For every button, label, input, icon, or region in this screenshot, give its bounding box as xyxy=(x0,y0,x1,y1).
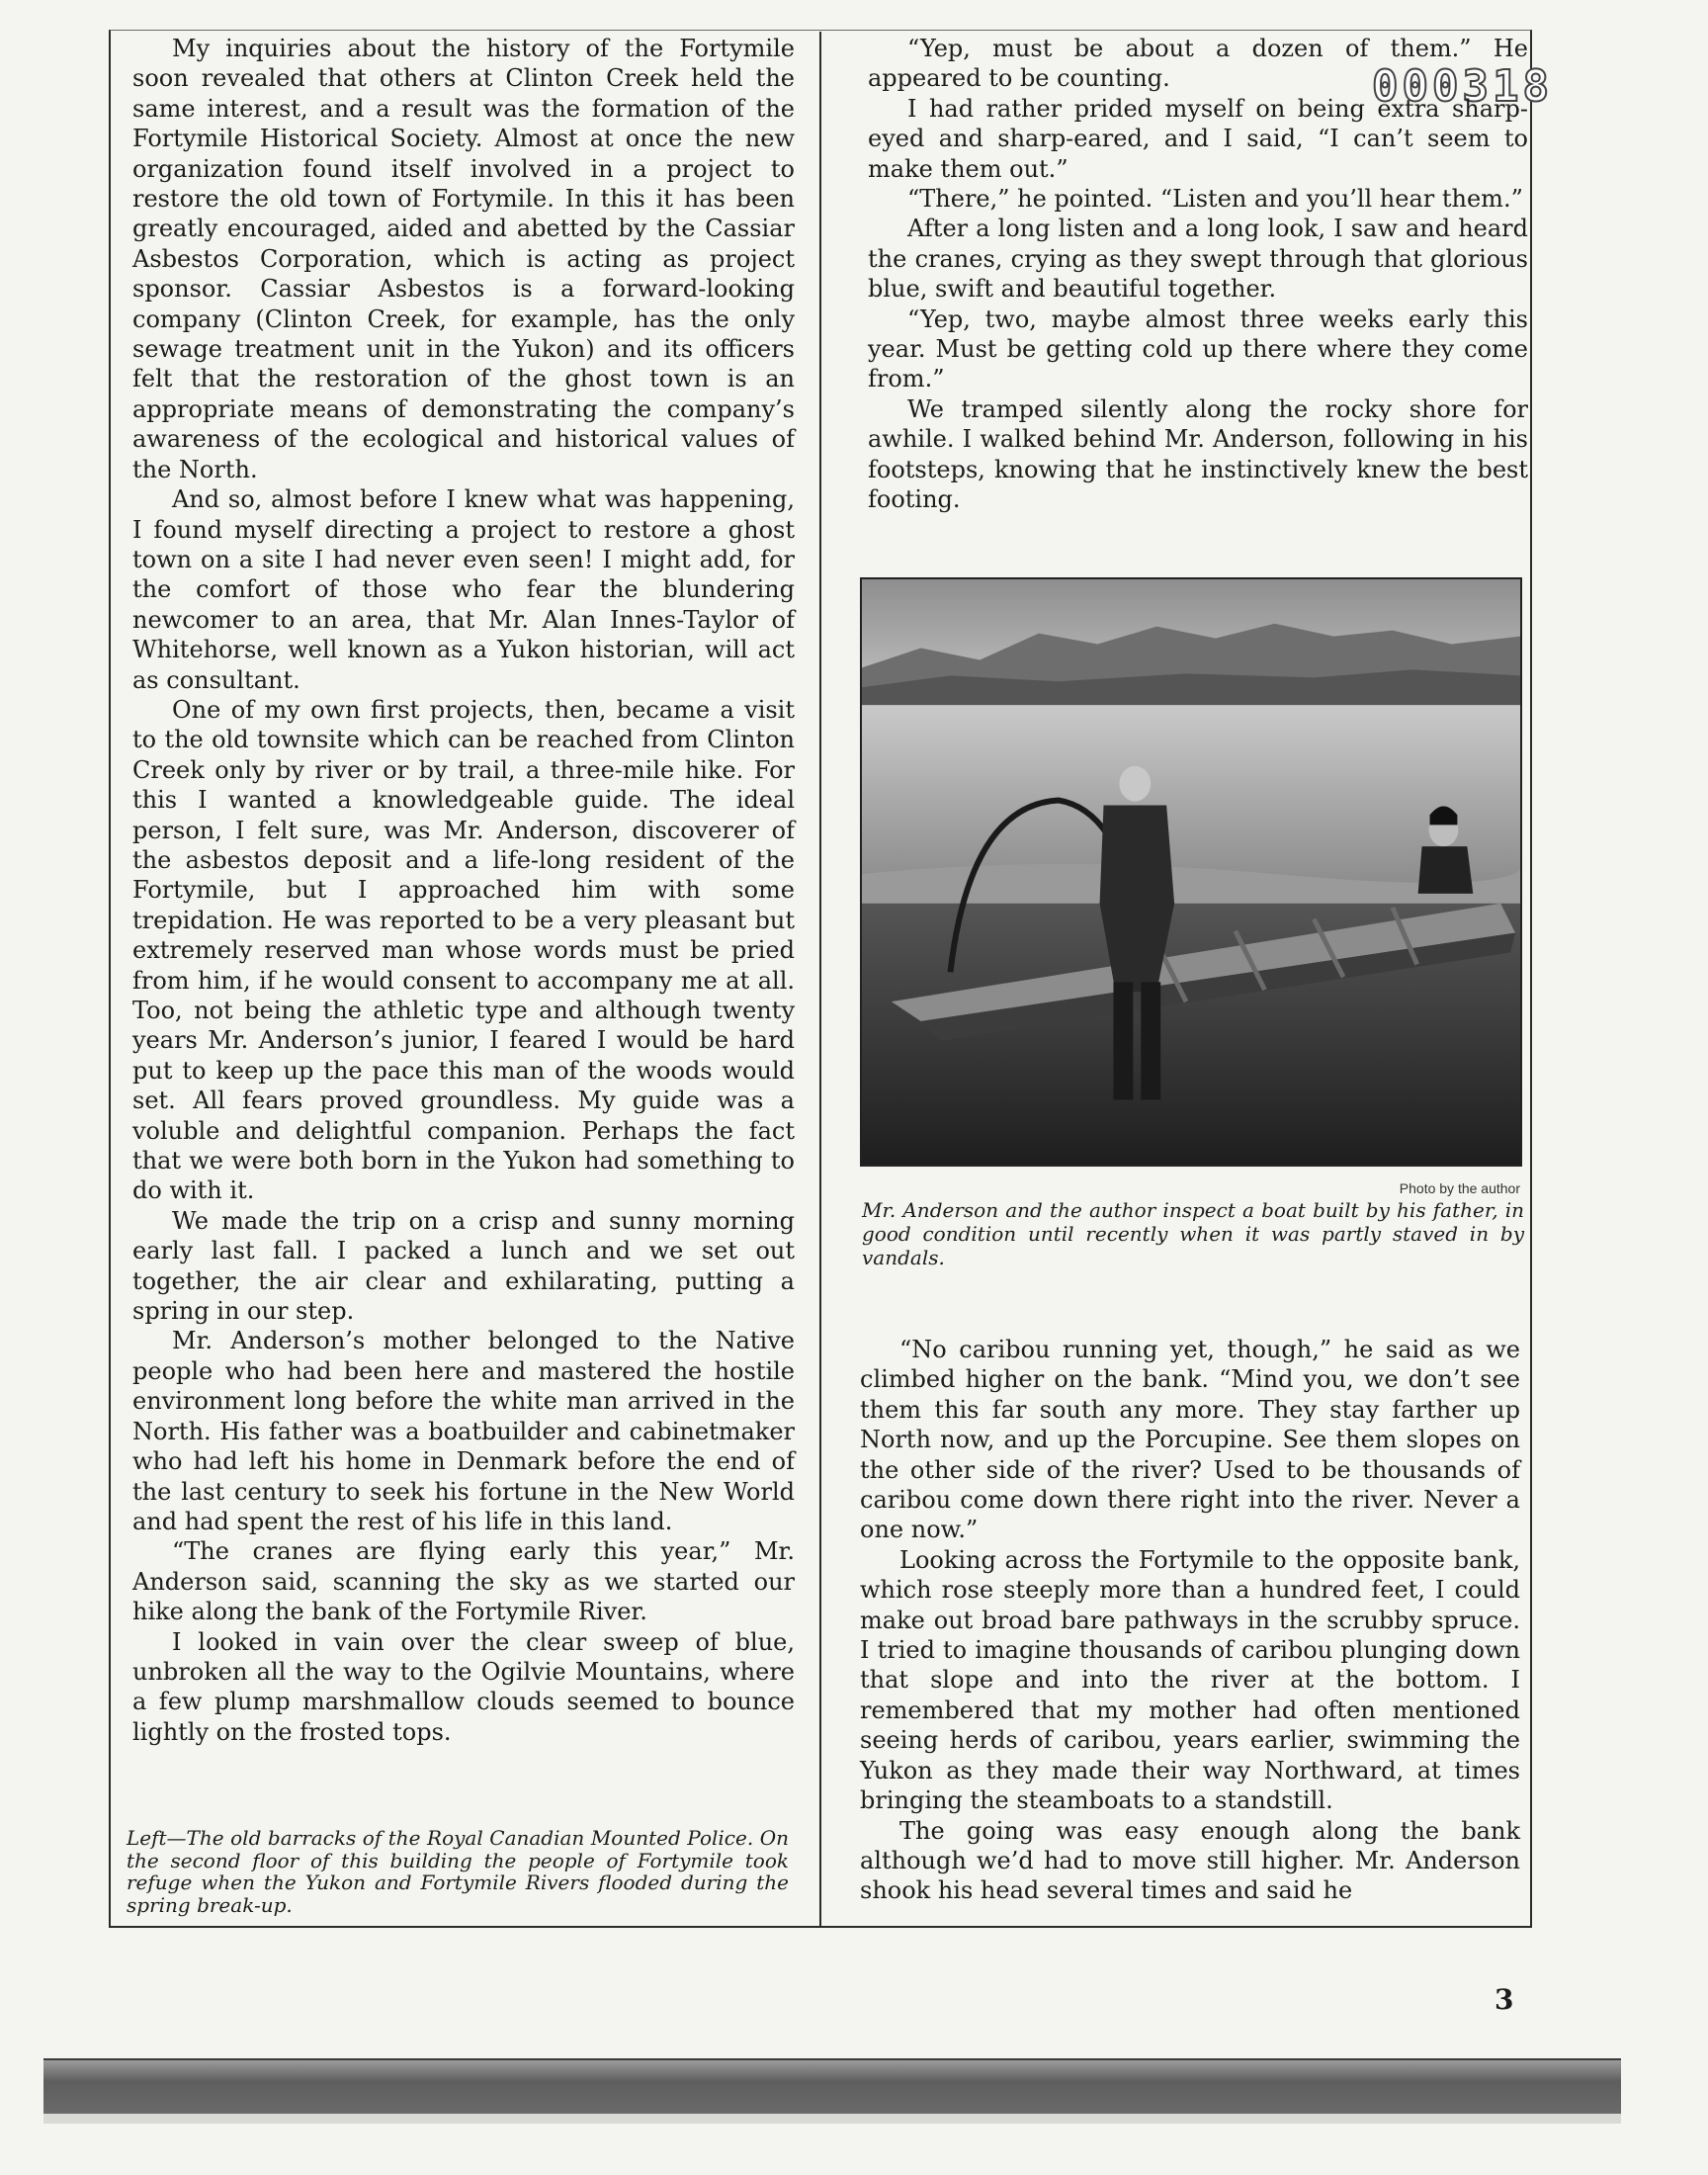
photo-caption: Mr. Anderson and the author inspect a boat built by his father, in good condition until recently when it was partly staved in by vandals. xyxy=(862,1198,1524,1269)
left-column xyxy=(132,34,795,1747)
left-figure-caption: Left—The old barracks of the Royal Canadian Mounted Police. On the second floor of this building the people of Fortymile took refuge when the Yukon and Fortymile Rivers flooded during the spring break-up. xyxy=(127,1826,789,1917)
paragraph: “The cranes are flying early this year,” Mr. Anderson said, scanning the sky as we started our hike along the bank of the Fortymile River. xyxy=(132,1537,795,1626)
paragraph: After a long listen and a long look, I saw and heard the cranes, crying as they swept through that glorious blue, swift and beautiful together. xyxy=(868,215,1528,304)
paragraph: Looking across the Fortymile to the opposite bank, which rose steeply more than a hundred feet, I could make out broad bare pathways in the scrubby spruce. I tried to imagine thousands of caribou plunging down that slope and into the river at the bottom. I remembered that my mother had often mentioned seeing herds of caribou, years earlier, swimming the Yukon as they made their way Northward, at times bringing the steamboats to a standstill. xyxy=(860,1545,1520,1815)
paragraph: I had rather prided myself on being extra sharp-eyed and sharp-eared, and I said, “I can’t seem to make them out.” xyxy=(868,94,1528,183)
paragraph: “Yep, must be about a dozen of them.” He appeared to be counting. xyxy=(868,35,1528,93)
right-column-top xyxy=(868,34,1528,515)
scanner-edge-bar xyxy=(43,2058,1621,2114)
paragraph: “No caribou running yet, though,” he said as we climbed higher on the bank. “Mind you, we don’t see them this far south any more. They stay farther up North now, and up the Porcupine. See them slopes on the other side of the river? Used to be thousands of caribou come down there right into the river. Never a one now.” xyxy=(860,1336,1520,1544)
paragraph: The going was easy enough along the bank although we’d had to move still higher. Mr. Anderson shook his head several times and said he xyxy=(860,1816,1520,1905)
boat-photo-illustration xyxy=(862,579,1520,1165)
paragraph: Mr. Anderson’s mother belonged to the Native people who had been here and mastered the hostile environment long before the white man arrived in the North. His father was a boatbuilder and cabinetmaker who had left his home in Denmark before the end of the last century to seek his fortune in the New World and had spent the rest of his life in this land. xyxy=(132,1327,795,1535)
paragraph: “There,” he pointed. “Listen and you’ll hear them.” xyxy=(907,185,1523,214)
boat-photo xyxy=(860,577,1522,1167)
paragraph: And so, almost before I knew what was happening, I found myself directing a project to restore a ghost town on a site I had never even seen! I might add, for the comfort of those who fear the blundering newcomer to an area, that Mr. Alan Innes-Taylor of Whitehorse, well known as a Yukon historian, will act as consultant. xyxy=(132,485,795,694)
paragraph: “Yep, two, maybe almost three weeks early this year. Must be getting cold up there where they come from.” xyxy=(868,304,1528,393)
archive-stamp-number: 000318 xyxy=(1372,61,1553,112)
right-column-bottom xyxy=(860,1335,1520,1906)
paragraph: One of my own first projects, then, became a visit to the old townsite which can be reached from Clinton Creek only by river or by trail, a three-mile hike. For this I wanted a knowledgeable guide. The ideal person, I felt sure, was Mr. Anderson, discoverer of the asbestos deposit and a life-long resident of the Fortymile, but I approached him with some trepidation. He was reported to be a very pleasant but extremely reserved man whose words must be pried from him, if he would consent to accompany me at all. Too, not being the athletic type and although twenty years Mr. Anderson’s junior, I feared I would be hard put to keep up the pace this man of the woods would set. All fears proved groundless. My guide was a voluble and delightful companion. Perhaps the fact that we were both born in the Yukon had something to do with it. xyxy=(132,695,795,1205)
photo-credit: Photo by the author xyxy=(1399,1180,1520,1196)
paragraph: We made the trip on a crisp and sunny morning early last fall. I packed a lunch and we set out together, the air clear and exhilarating, putting a spring in our step. xyxy=(132,1206,795,1326)
paragraph: We tramped silently along the rocky shore for awhile. I walked behind Mr. Anderson, following in his footsteps, knowing that he instinctively knew the best footing. xyxy=(868,394,1528,514)
paragraph: My inquiries about the history of the Fortymile soon revealed that others at Clinton Creek held the same interest, and a result was the formation of the Fortymile Historical Society. Almost at once the new organization found itself involved in a project to restore the old town of Fortymile. In this it has been greatly encouraged, aided and abetted by the Cassiar Asbestos Corporation, which is acting as project sponsor. Cassiar Asbestos is a forward-looking company (Clinton Creek, for example, has the only sewage treatment unit in the Yukon) and its officers felt that the restoration of the ghost town is an appropriate means of demonstrating the company’s awareness of the ecological and historical values of the North. xyxy=(132,35,795,483)
paragraph: I looked in vain over the clear sweep of blue, unbroken all the way to the Ogilvie Mountains, where a few plump marshmallow clouds seemed to bounce lightly on the frosted tops. xyxy=(132,1627,795,1746)
column-divider xyxy=(819,32,821,1928)
page-number: 3 xyxy=(1494,1983,1514,2016)
